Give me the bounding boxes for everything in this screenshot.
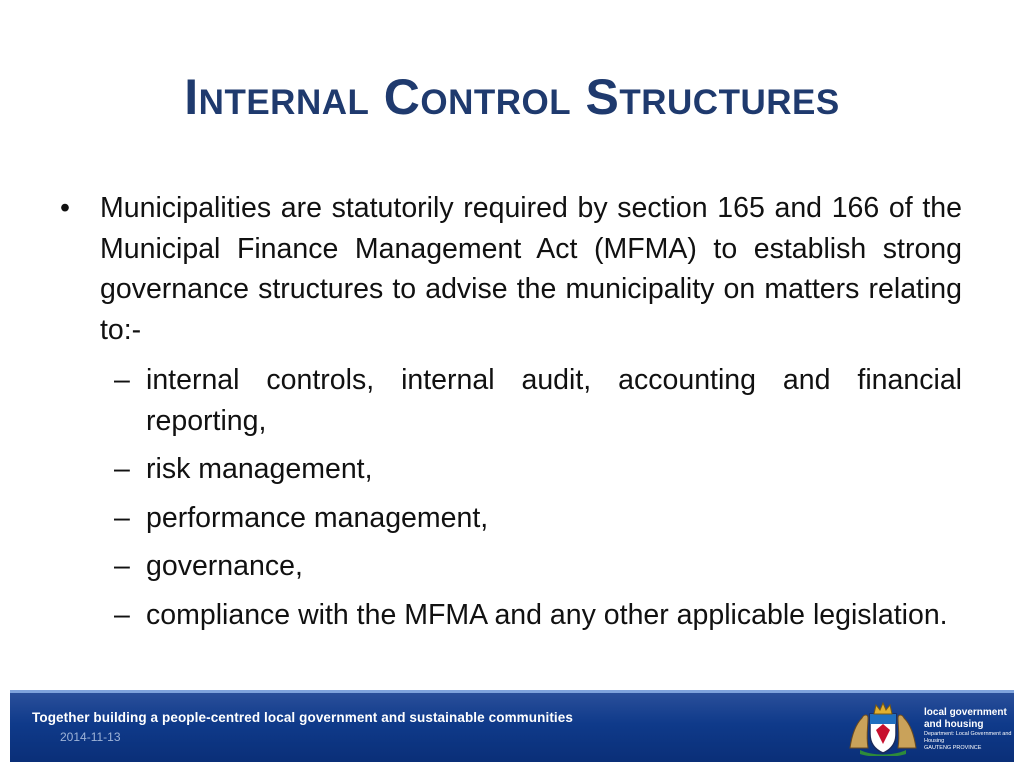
- sub-item-text: risk management,: [146, 453, 373, 485]
- sub-item-dash: –: [114, 550, 130, 582]
- sub-item-dash: –: [114, 453, 130, 485]
- sub-item-dash: –: [114, 501, 130, 534]
- sub-item: [58, 546, 962, 587]
- slide-date: 2014-11-13: [60, 730, 121, 744]
- bullet-item: [58, 188, 962, 350]
- sub-item: [58, 498, 962, 539]
- bullet-marker: •: [60, 192, 70, 224]
- sub-item-dash: –: [114, 364, 130, 396]
- sub-list: [58, 360, 962, 635]
- coat-of-arms-icon: [846, 700, 920, 756]
- slide-body: [58, 188, 962, 643]
- logo-line-1: local government: [924, 707, 1007, 718]
- logo-line-4: GAUTENG PROVINCE: [924, 745, 982, 751]
- sub-item-text: governance,: [146, 550, 303, 582]
- department-logo-text: [924, 707, 1014, 752]
- footer-tagline: Together building a people-centred local government and sustainable communities: [32, 710, 573, 725]
- sub-item-text: performance management,: [146, 501, 489, 534]
- sub-item-dash: –: [114, 598, 130, 631]
- sub-item: [58, 449, 962, 490]
- footer-band: [10, 693, 1014, 762]
- logo-line-3: Department: Local Government and Housing: [924, 731, 1012, 744]
- sub-item: [58, 360, 962, 441]
- logo-line-2: and housing: [924, 719, 984, 730]
- sub-item: [58, 595, 962, 636]
- sub-item-text: compliance with the MFMA and any other applicable legislation.: [146, 598, 948, 631]
- bullet-text: Municipalities are statutorily required by section 165 and 166 of the Municipal Finance Management Act (MFMA) to establish strong governance structures to advise the municipality on matters relating to:-: [100, 192, 962, 346]
- sub-item-text: internal controls, internal audit, accounting and financial reporting,: [146, 364, 962, 437]
- slide-title: Internal Control Structures: [184, 69, 840, 125]
